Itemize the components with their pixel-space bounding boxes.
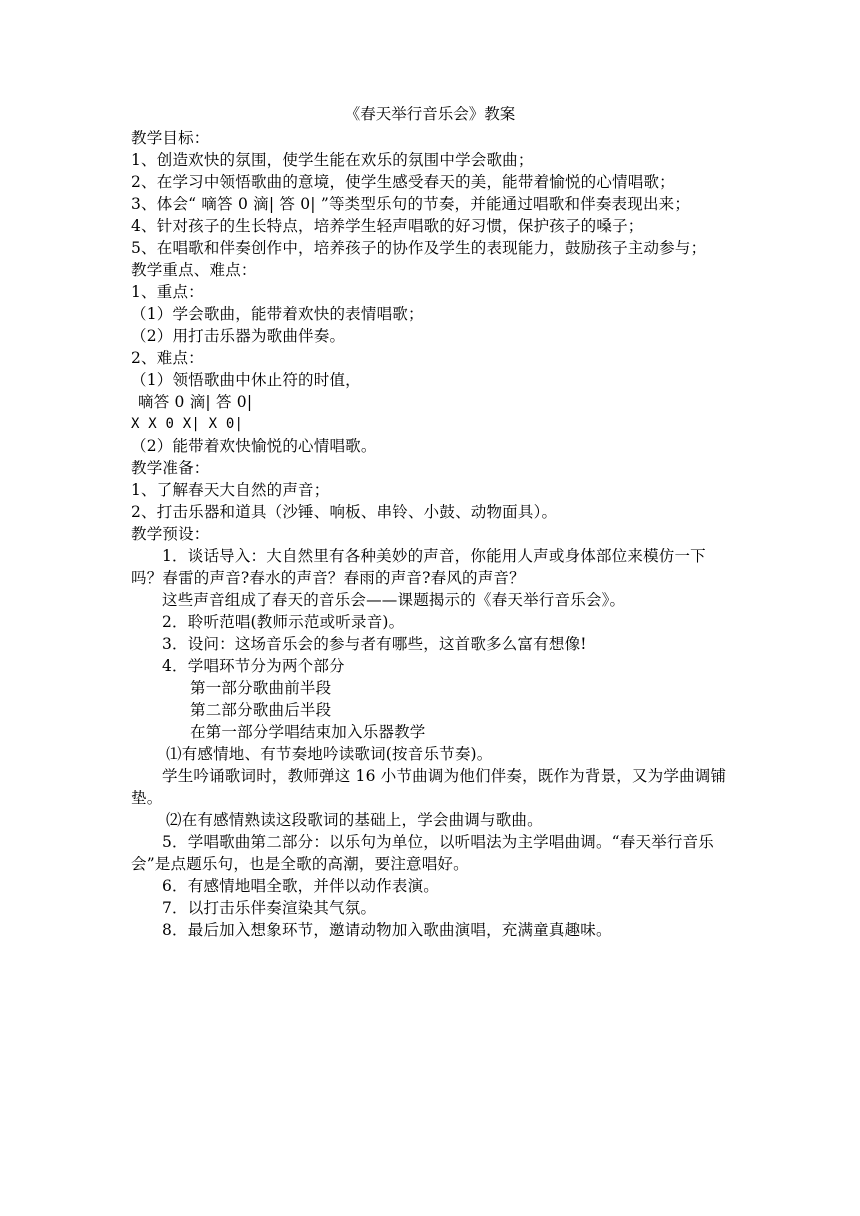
subheading-difficulty: 2、难点：	[131, 349, 204, 367]
rhythm-notation-lyrics: 嘀答 0 滴| 答 0|	[138, 393, 253, 411]
preparation-item: 1、了解春天大自然的声音；	[131, 481, 330, 499]
document-body	[131, 127, 736, 941]
procedure-step: 6．有感情地唱全歌，并伴以动作表演。	[162, 877, 439, 895]
procedure-step: 4．学唱环节分为两个部分	[162, 657, 345, 675]
procedure-substep: ⑵在有感情熟读这段歌词的基础上，学会曲调与歌曲。	[166, 811, 543, 829]
procedure-step: 2．聆听范唱(教师示范或听录音)。	[162, 613, 405, 631]
key-point-item: （1）学会歌曲，能带着欢快的表情唱歌；	[131, 305, 424, 323]
procedure-step: 7．以打击乐伴奏渲染其气氛。	[162, 899, 377, 917]
procedure-step: 8．最后加入想象环节，邀请动物加入歌曲演唱，充满童真趣味。	[162, 921, 612, 939]
objective-item: 2、在学习中领悟歌曲的意境，使学生感受春天的美，能带着愉悦的心情唱歌；	[131, 173, 675, 191]
procedure-step: 1．谈话导入：大自然里有各种美妙的声音，你能用人声或身体部位来模仿一下吗？春雷的声音?春水的声音？春雨的声音?春风的声音？	[131, 547, 706, 587]
document-title: 《春天举行音乐会》教案	[344, 105, 516, 123]
procedure-subitem: 在第一部分学唱结束加入乐器教学	[190, 723, 426, 741]
objective-item: 1、创造欢快的氛围，使学生能在欢乐的氛围中学会歌曲；	[131, 151, 534, 169]
difficulty-item: （1）领悟歌曲中休止符的时值，	[131, 371, 361, 389]
section-heading-objectives: 教学目标：	[131, 129, 210, 147]
procedure-text: 这些声音组成了春天的音乐会——课题揭示的《春天举行音乐会》。	[162, 591, 626, 609]
objective-item: 3、体会“ 嘀答 0 滴| 答 0| ”等类型乐句的节奏，并能通过唱歌和伴奏表现出来；	[131, 195, 691, 213]
preparation-item: 2、打击乐器和道具（沙锤、响板、串铃、小鼓、动物面具）。	[131, 503, 558, 521]
procedure-step: 5．学唱歌曲第二部分：以乐句为单位，以听唱法为主学唱曲调。“春天举行音乐会”是点题乐句，也是全歌的高潮，要注意唱好。	[131, 833, 714, 873]
rhythm-notation-x: X X 0 X| X 0|	[131, 416, 244, 432]
objective-item: 5、在唱歌和伴奏创作中，培养孩子的协作及学生的表现能力，鼓励孩子主动参与；	[131, 239, 707, 257]
procedure-substep: ⑴有感情地、有节奏地吟读歌词(按音乐节奏)。	[166, 745, 493, 763]
objective-item: 4、针对孩子的生长特点，培养学生轻声唱歌的好习惯，保护孩子的嗓子；	[131, 217, 644, 235]
subheading-key-point: 1、重点：	[131, 283, 204, 301]
key-point-item: （2）用打击乐器为歌曲伴奏。	[131, 327, 346, 345]
procedure-subitem: 第二部分歌曲后半段	[190, 701, 332, 719]
section-heading-preparation: 教学准备：	[131, 459, 210, 477]
difficulty-item: （2）能带着欢快愉悦的心情唱歌。	[131, 437, 377, 455]
section-heading-key-points: 教学重点、难点：	[131, 261, 257, 279]
procedure-step: 3．设问：这场音乐会的参与者有哪些，这首歌多么富有想像!	[162, 635, 587, 653]
procedure-subitem: 第一部分歌曲前半段	[190, 679, 332, 697]
procedure-text: 学生吟诵歌词时，教师弹这 16 小节曲调为他们伴奏，既作为背景，又为学曲调铺垫。	[131, 767, 727, 807]
section-heading-procedure: 教学预设：	[131, 525, 210, 543]
